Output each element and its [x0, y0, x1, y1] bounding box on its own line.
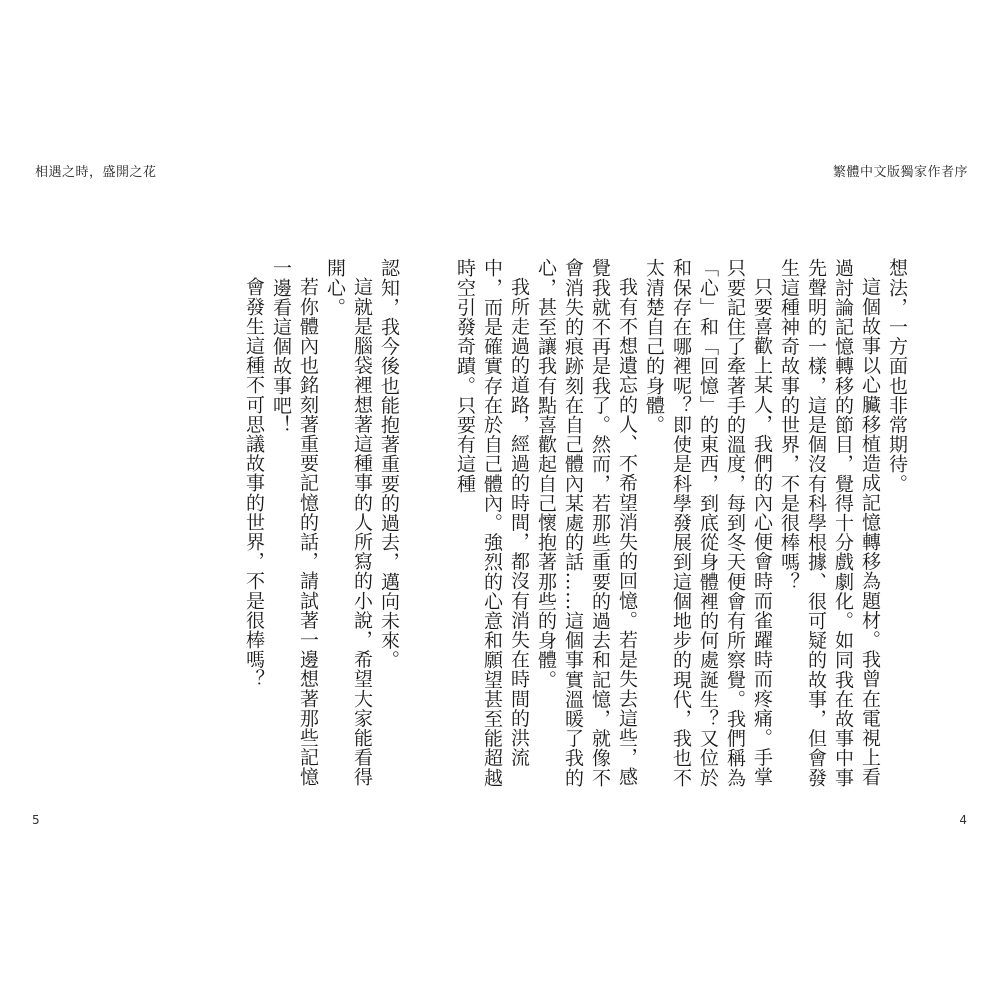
paragraph: 這就是腦袋裡想著這種事的人所寫的小說，希望大家能看得開心。	[324, 258, 373, 787]
paragraph: 這個故事以心臟移植造成記憶轉移為題材。我曾在電視上看過討論記憶轉移的節目，覺得十分戲劇化。如同我在故事中事先聲明的一樣，這是個沒有科學根據、很可疑的故事，但會發生這種神奇故事的世界，不是很棒嗎？	[778, 258, 881, 788]
left-page-number: 5	[32, 813, 40, 827]
right-page-number: 4	[959, 813, 967, 827]
left-page-body	[82, 258, 402, 798]
paragraph: 會發生這種不可思議故事的世界，不是很棒嗎？	[243, 277, 265, 689]
paragraph: 想法，一方面也非常期待。	[886, 258, 908, 494]
paragraph: 我所走過的道路，經過的時間，都沒有消失在時間的洪流中，而是確實存在於自己體內。強烈的心意和願望甚至能超越時空引發奇蹟。只要有這種	[454, 258, 530, 788]
left-running-head: 相遇之時，盛開之花	[35, 165, 157, 180]
paragraph: 我有不想遺忘的人、不希望消失的回憶。若是失去這些，感覺我就不再是我了。然而，若那些重要的過去和記憶，就像不會消失的痕跡刻在自己體內某處的話……這個事實溫暖了我的心，甚至讓我有點喜歡起自己懷抱著那些的身體。	[535, 258, 638, 788]
right-running-head: 繁體中文版獨家作者序	[832, 165, 968, 180]
paragraph: 只要喜歡上某人，我們的內心便會時而雀躍時而疼痛。手掌只要記住了牽著手的溫度，每到冬天便會有所察覺。我們稱為「心」和「回憶」的東西，到底從身體裡的何處誕生？又位於和保存在哪裡呢？即使是科學發展到這個地步的現代，我也不太清楚自己的身體。	[643, 258, 773, 788]
paragraph: 若你體內也銘刻著重要記憶的話，請試著一邊想著那些記憶一邊看這個故事吧！	[270, 258, 319, 787]
paragraph: 認知，我今後也能抱著重要的過去，邁向未來。	[378, 258, 400, 670]
right-page-body	[454, 258, 910, 798]
